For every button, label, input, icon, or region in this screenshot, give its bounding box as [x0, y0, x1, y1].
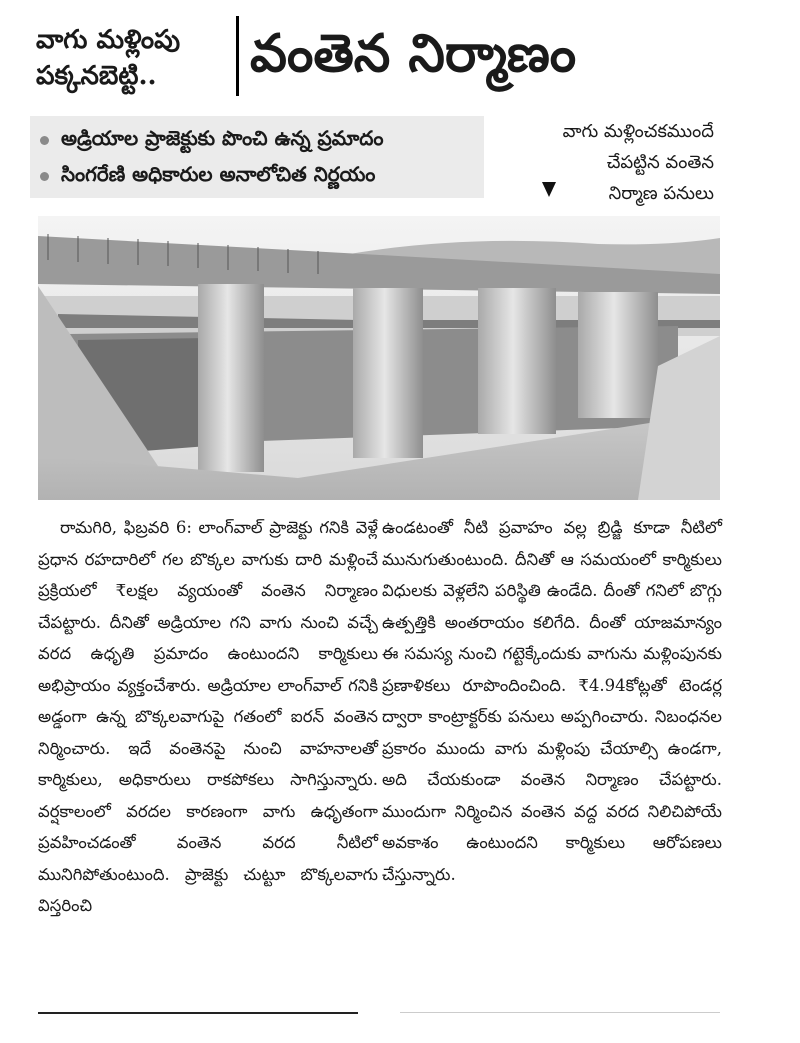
bullet-icon [40, 172, 49, 181]
bridge-construction-photo [38, 216, 720, 500]
headline: వంతెన నిర్మాణం [250, 23, 577, 84]
caption-arrow-icon [542, 182, 556, 197]
highlight-item [40, 158, 484, 194]
kicker-line-1: వాగు మళ్లింపు [36, 25, 181, 55]
kicker-line-2: పక్కనబెట్టి.. [36, 61, 157, 91]
kicker [36, 22, 226, 94]
caption-line: వాగు మళ్లించకముందే [562, 121, 714, 142]
highlight-text: అడ్రియాల ప్రాజెక్టుకు పొంచి ఉన్న ప్రమాదం [61, 125, 384, 150]
caption-line: నిర్మాణ పనులు [608, 183, 714, 204]
highlight-text: సింగరేణి అధికారుల అనాలోచిత నిర్ణయం [61, 161, 376, 186]
section-divider [400, 1012, 720, 1013]
article-column-left: రామగిరి, ఫిబ్రవరి 6: లాంగ్‌వాల్ ప్రాజెక్టు గనికి వెళ్లే ప్రధాన రహదారిలో గల బొక్కల వాగుకు దారి మళ్లించే ప్రక్రియలో ₹లక్షల వ్యయంతో వంతెన నిర్మాణం చేపట్టారు. దీనితో అడ్రియాల గని వాగు నుంచి వచ్చే వరద ఉధృతి ప్రమాదం ఉంటుందని కార్మికులు అభిప్రాయం వ్యక్తంచేశారు. అడ్రియాల లాంగ్‌వాల్ గనికి అడ్డంగా ఉన్న బొక్కలవాగుపై గతంలో ఐరన్ వంతెన నిర్మించారు. ఇదే వంతెనపై నుంచి వాహనాలతో కార్మికులు, అధికారులు రాకపోకలు సాగిస్తున్నారు. వర్షకాలంలో వరదల కారణంగా వాగు ఉధృతంగా ప్రవహించడంతో వంతెన వరద నీటిలో మునిగిపోతుంటుంది. ప్రాజెక్టు చుట్టూ బొక్కలవాగు విస్తరించి [38, 518, 378, 915]
highlight-item [40, 122, 484, 158]
bullet-icon [40, 136, 49, 145]
caption-line: చేపట్టిన వంతెన [606, 152, 714, 173]
article-column-right: ఉండటంతో నీటి ప్రవాహం వల్ల బ్రిడ్జి కూడా నీటిలో మునుగుతుంటుంది. దీనితో ఆ సమయంలో కార్మికులు విధులకు వెళ్లలేని పరిస్థితి ఉండేది. దీంతో గనిలో బొగ్గు ఉత్పత్తికి అంతరాయం కలిగేది. దీంతో యాజమాన్యం ఈ సమస్య నుంచి గట్టెక్కేందుకు వాగును మళ్లింపునకు ప్రణాళికలు రూపొందించింది. ₹4.94కోట్లతో టెండర్ల ద్వారా కాంట్రాక్టర్‌కు పనులు అప్పగించారు. నిబంధనల ప్రకారం ముందు వాగు మళ్లింపు చేయాల్సి ఉండగా, అది చేయకుండా వంతెన నిర్మాణం చేపట్టారు. ముందుగా నిర్మించిన వంతెన వద్ద వరద నిలిచిపోయే అవకాశం ఉంటుందని కార్మికులు ఆరోపణలు చేస్తున్నారు. [382, 518, 722, 884]
photo-caption [563, 116, 714, 209]
headline-divider [236, 16, 239, 96]
section-divider [38, 1012, 358, 1014]
highlights-box [30, 116, 484, 198]
